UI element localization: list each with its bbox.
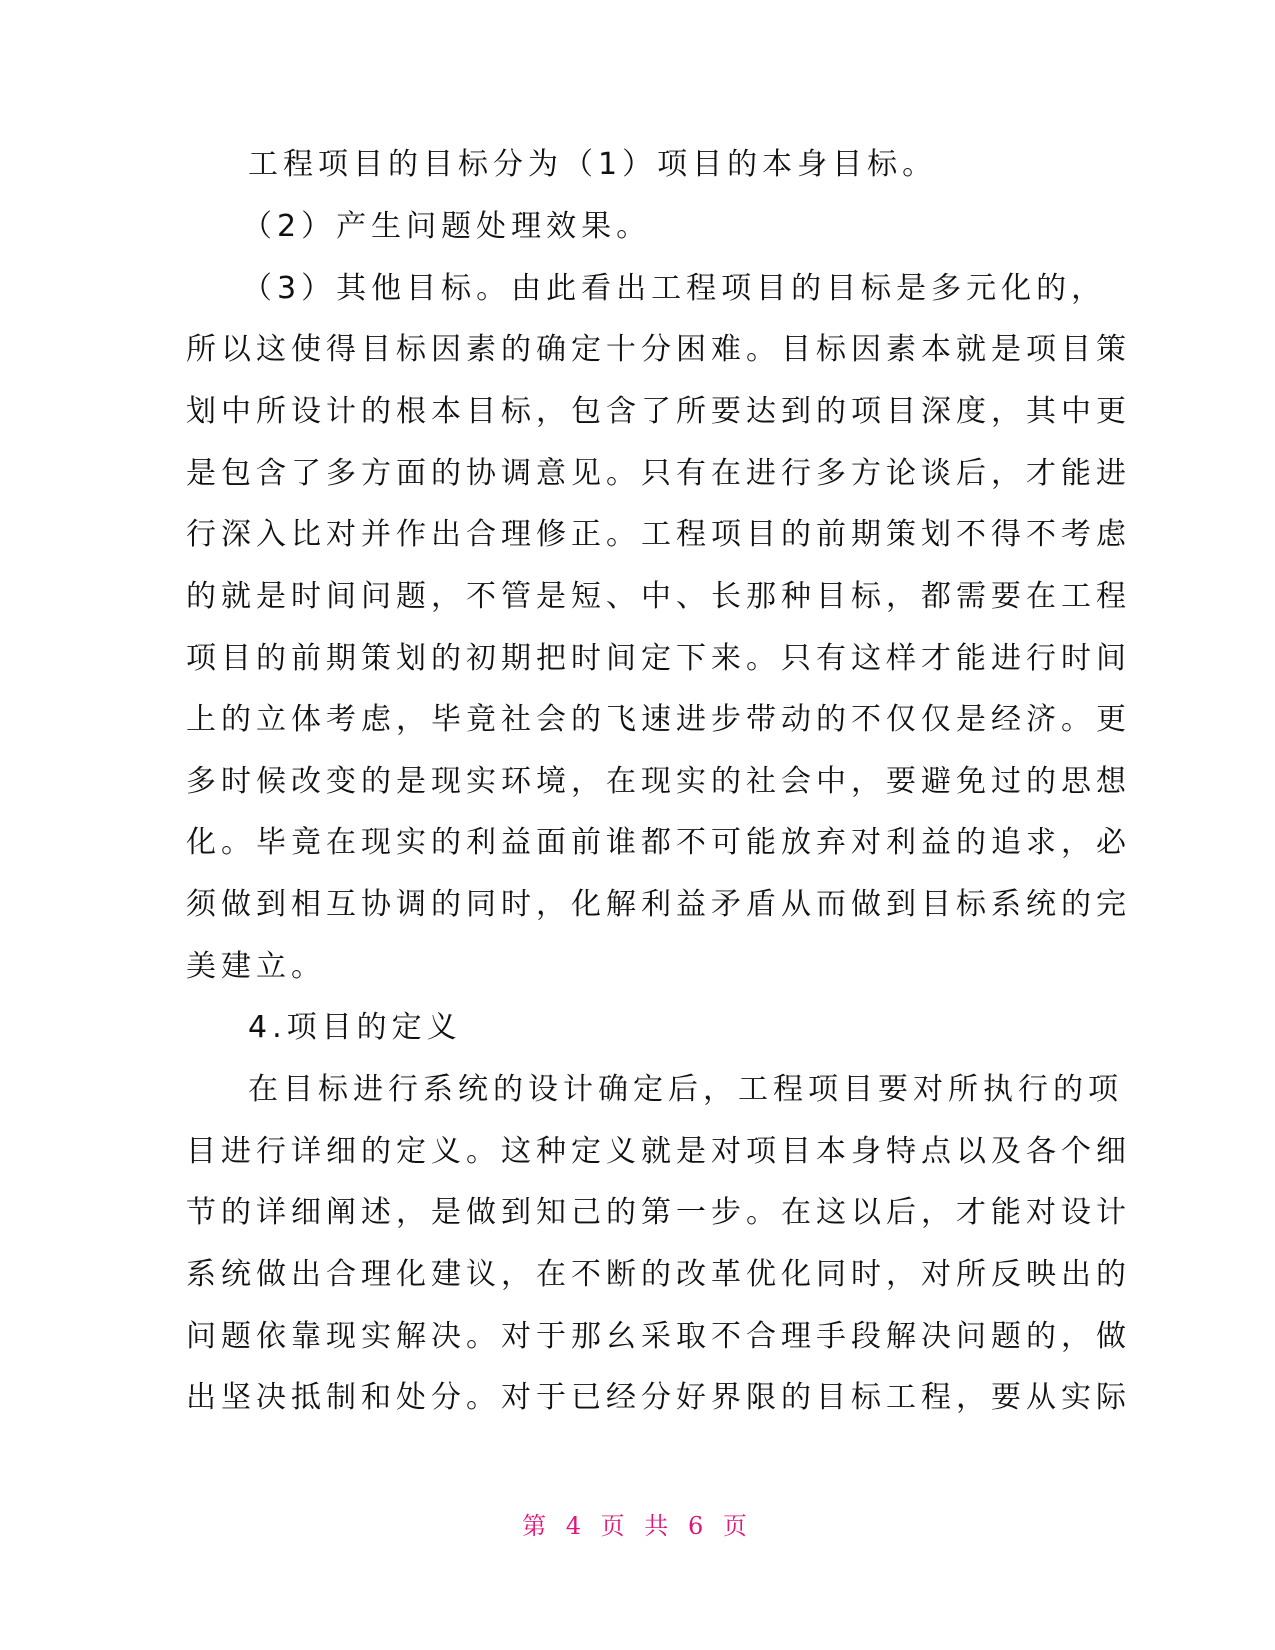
paragraph-line: 行深入比对并作出合理修正。工程项目的前期策划不得不考虑 [186, 517, 1131, 552]
paragraph-line: 节的详细阐述，是做到知己的第一步。在这以后，才能对设计 [186, 1195, 1131, 1230]
paragraph-line: （3）其他目标。由此看出工程项目的目标是多元化的， [242, 271, 1107, 306]
paragraph-line: 工程项目的目标分为（1）项目的本身目标。 [248, 147, 938, 182]
page-number-footer: 第 4 页 共 6 页 [522, 1512, 753, 1540]
paragraph-line: 问题依靠现实解决。对于那幺采取不合理手段解决问题的，做 [186, 1319, 1131, 1354]
paragraph-line: 须做到相互协调的同时，化解利益矛盾从而做到目标系统的完 [186, 887, 1131, 922]
paragraph-line: 多时候改变的是现实环境，在现实的社会中，要避免过的思想 [186, 764, 1131, 799]
paragraph-line: 出坚决抵制和处分。对于已经分好界限的目标工程，要从实际 [186, 1380, 1131, 1415]
paragraph-line: 目进行详细的定义。这种定义就是对项目本身特点以及各个细 [186, 1134, 1131, 1169]
paragraph-line: 化。毕竟在现实的利益面前谁都不可能放弃对利益的追求，必 [186, 825, 1131, 860]
paragraph-line: 的就是时间问题，不管是短、中、长那种目标，都需要在工程 [186, 579, 1131, 614]
paragraph-line: （2）产生问题处理效果。 [242, 209, 652, 244]
paragraph-line: 是包含了多方面的协调意见。只有在进行多方论谈后，才能进 [186, 456, 1131, 491]
paragraph-line: 美建立。 [186, 949, 326, 984]
section-heading: 4.项目的定义 [248, 1010, 462, 1045]
paragraph-line: 所以这使得目标因素的确定十分困难。目标因素本就是项目策 [186, 332, 1131, 367]
paragraph-line: 项目的前期策划的初期把时间定下来。只有这样才能进行时间 [186, 641, 1131, 676]
paragraph-line: 系统做出合理化建议，在不断的改革优化同时，对所反映出的 [186, 1257, 1131, 1292]
paragraph-line: 在目标进行系统的设计确定后，工程项目要对所执行的项 [248, 1072, 1123, 1107]
paragraph-line: 上的立体考虑，毕竟社会的飞速进步带动的不仅仅是经济。更 [186, 702, 1131, 737]
paragraph-line: 划中所设计的根本目标，包含了所要达到的项目深度，其中更 [186, 394, 1131, 429]
